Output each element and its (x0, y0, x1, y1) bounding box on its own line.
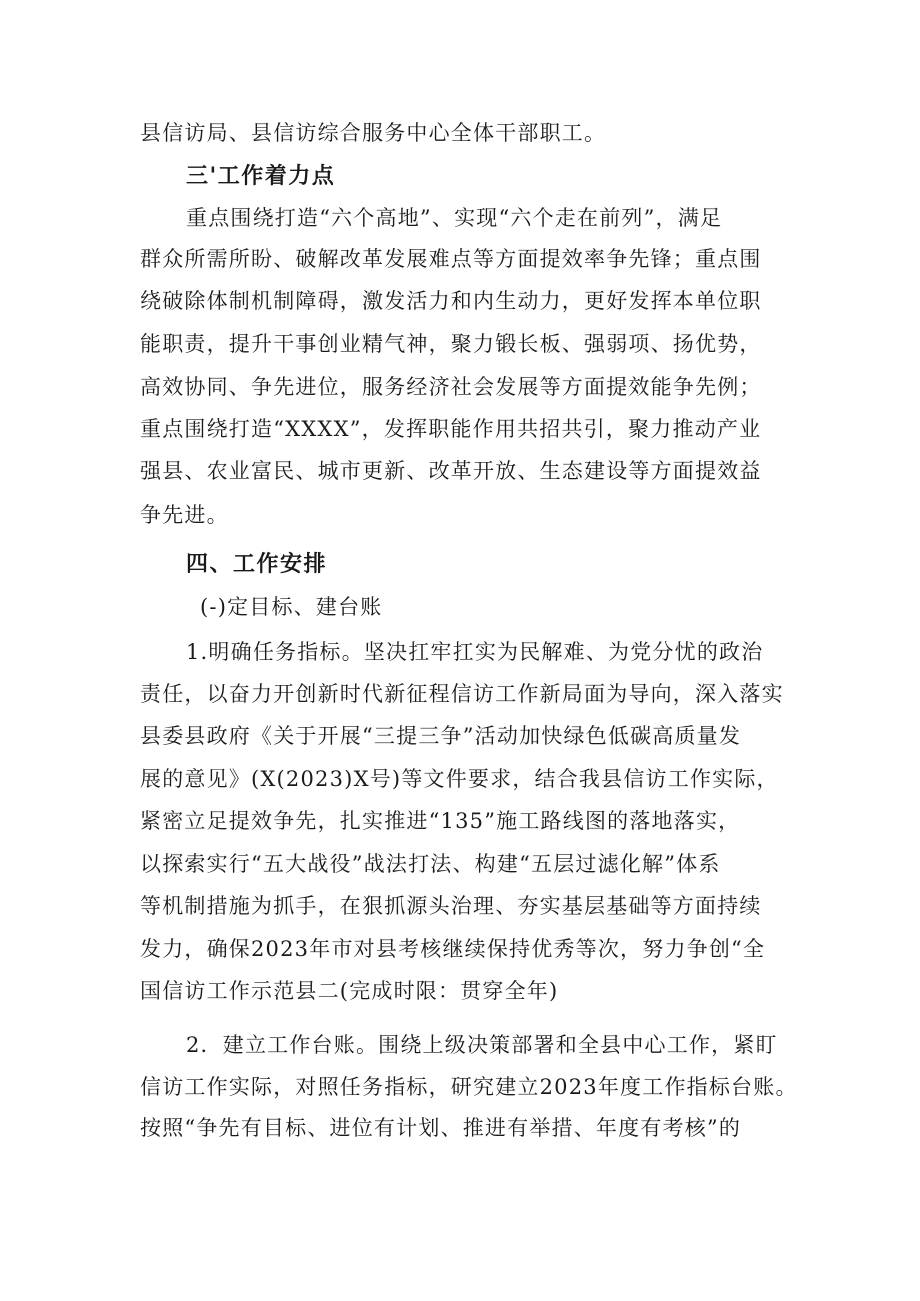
text-line: 以探索实行“五大战役”战法打法、构建“五层过滤化解”体系 (140, 852, 721, 876)
text-line: 县委县政府《关于开展“三提三争”活动加快绿色低碳高质量发 (140, 724, 742, 748)
section-heading-4: 四、工作安排 (186, 552, 328, 577)
text-line: 1.明确任务指标。坚决扛牢扛实为民解难、为党分忧的政治 (186, 640, 764, 664)
text-line: 等机制措施为抓手，在狠抓源头治理、夯实基层基础等方面持续 (140, 894, 762, 918)
text-line: 展的意见》(X(2023)X号)等文件要求，结合我县信访工作实际， (140, 767, 779, 791)
text-line: 县信访局、县信访综合服务中心全体干部职工。 (140, 121, 607, 145)
text-line: 重点围绕打造“六个高地”、实现“六个走在前列”，满足 (186, 206, 723, 230)
text-line: 争先进。 (140, 503, 229, 527)
text-line: 按照“争先有目标、进位有计划、推进有举措、年度有考核”的 (140, 1116, 742, 1140)
text-line: 国信访工作示范县二(完成时限：贯穿全年) (140, 979, 559, 1003)
text-line: 重点围绕打造“XXXX”，发挥职能作用共招共引，聚力推动产业 (140, 417, 762, 441)
text-line: 高效协同、争先进位，服务经济社会发展等方面提效能争先例； (140, 375, 762, 399)
section-heading-3: 三'工作着力点 (186, 164, 336, 189)
text-line: 紧密立足提效争先，扎实推进“135”施工路线图的落地落实， (140, 809, 741, 833)
text-line: 信访工作实际，对照任务指标，研究建立2023年度工作指标台账。 (140, 1075, 798, 1099)
text-line: 责任，以奋力开创新时代新征程信访工作新局面为导向，深入落实 (140, 682, 784, 706)
subsection-heading: (-)定目标、建台账 (200, 595, 383, 619)
text-line: 绕破除体制机制障碍，激发活力和内生动力，更好发挥本单位职 (140, 289, 762, 313)
text-line: 发力，确保2023年市对县考核继续保持优秀等次，努力争创“全 (140, 937, 766, 961)
text-line: 群众所需所盼、破解改革发展难点等方面提效率争先锋；重点围 (140, 247, 762, 271)
text-line: 能职责，提升干事创业精气神，聚力锻长板、强弱项、扬优势， (140, 332, 762, 356)
text-line: 2．建立工作台账。围绕上级决策部署和全县中心工作，紧盯 (186, 1033, 778, 1057)
text-line: 强县、农业富民、城市更新、改革开放、生态建设等方面提效益 (140, 459, 762, 483)
